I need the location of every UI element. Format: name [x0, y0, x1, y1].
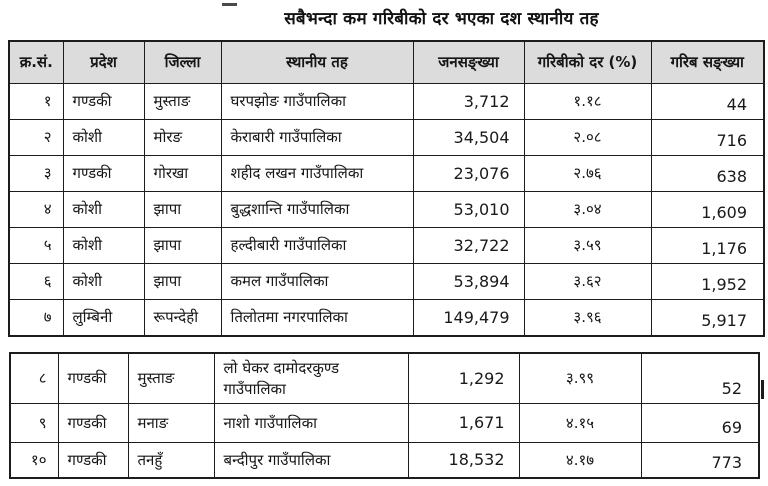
cell-poverty-rate: ३.९६: [524, 300, 651, 337]
cell-poor-count: 716: [651, 120, 764, 156]
table-row: [9, 264, 764, 300]
cell-local-level: नाशो गाउँपालिका: [214, 404, 408, 443]
cell-province: कोशी: [63, 120, 144, 156]
table-row: [9, 84, 764, 120]
cell-population: 32,722: [413, 228, 524, 264]
header-poverty-rate: गरिबीको दर (%): [524, 41, 651, 84]
cell-sn: ५: [9, 228, 63, 264]
cell-poverty-rate: ३.५९: [524, 228, 651, 264]
cell-district: गोरखा: [144, 156, 221, 192]
table-row: [10, 353, 759, 404]
cell-poverty-rate: ४.१५: [519, 404, 641, 443]
cell-province: गण्डकी: [63, 84, 144, 120]
cell-population: 53,010: [413, 192, 524, 228]
cell-population: 1,292: [408, 353, 519, 404]
cell-poor-count: 1,176: [651, 228, 764, 264]
cell-poor-count: 638: [651, 156, 764, 192]
stray-cursor-mark: [761, 380, 764, 399]
cell-district: मुस्ताङ: [128, 353, 214, 404]
poverty-table-continued: [9, 352, 760, 479]
header-poor-count: गरिब सङ्ख्या: [651, 41, 764, 84]
table-row: [10, 443, 759, 479]
cell-population: 53,894: [413, 264, 524, 300]
page-title: सबैभन्दा कम गरिबीको दर भएका दश स्थानीय तह: [284, 9, 599, 29]
cell-district: रूपन्देही: [144, 300, 221, 337]
cell-local-level: केराबारी गाउँपालिका: [221, 120, 413, 156]
cell-local-level: बुद्धशान्ति गाउँपालिका: [221, 192, 413, 228]
cell-sn: ३: [9, 156, 63, 192]
cell-province: गण्डकी: [58, 443, 128, 479]
cell-province: कोशी: [63, 228, 144, 264]
cell-poverty-rate: ४.१७: [519, 443, 641, 479]
cell-sn: ८: [10, 353, 58, 404]
cell-poor-count: 1,609: [651, 192, 764, 228]
table-row: [9, 120, 764, 156]
cell-poverty-rate: ३.०४: [524, 192, 651, 228]
header-population: जनसङ्ख्या: [413, 41, 524, 84]
cell-sn: ६: [9, 264, 63, 300]
cell-population: 23,076: [413, 156, 524, 192]
cell-province: गण्डकी: [58, 404, 128, 443]
cell-local-level: कमल गाउँपालिका: [221, 264, 413, 300]
cell-sn: १०: [10, 443, 58, 479]
header-district: जिल्ला: [144, 41, 221, 84]
cell-poor-count: 773: [641, 443, 759, 479]
poverty-table-main: [8, 40, 765, 337]
cell-local-level: घरपझोङ गाउँपालिका: [221, 84, 413, 120]
table-row: [9, 192, 764, 228]
cell-poor-count: 69: [641, 404, 759, 443]
cell-sn: २: [9, 120, 63, 156]
cell-poor-count: 44: [651, 84, 764, 120]
cell-local-level: बन्दीपुर गाउँपालिका: [214, 443, 408, 479]
header-local-level: स्थानीय तह: [221, 41, 413, 84]
cell-poverty-rate: २.७६: [524, 156, 651, 192]
cell-population: 1,671: [408, 404, 519, 443]
cell-district: मनाङ: [128, 404, 214, 443]
cell-province: लुम्बिनी: [63, 300, 144, 337]
cell-poor-count: 1,952: [651, 264, 764, 300]
cell-local-level: तिलोतमा नगरपालिका: [221, 300, 413, 337]
header-province: प्रदेश: [63, 41, 144, 84]
cell-province: गण्डकी: [63, 156, 144, 192]
cell-province: कोशी: [63, 264, 144, 300]
cell-sn: १: [9, 84, 63, 120]
cell-province: कोशी: [63, 192, 144, 228]
cell-population: 149,479: [413, 300, 524, 337]
cell-sn: ४: [9, 192, 63, 228]
cell-sn: ९: [10, 404, 58, 443]
cell-sn: ७: [9, 300, 63, 337]
cell-poor-count: 52: [641, 353, 759, 404]
cell-district: झापा: [144, 228, 221, 264]
table-row: [9, 300, 764, 337]
table-row: [9, 228, 764, 264]
cell-poverty-rate: २.०८: [524, 120, 651, 156]
cell-population: 18,532: [408, 443, 519, 479]
cell-poverty-rate: ३.६२: [524, 264, 651, 300]
cell-local-level: शहीद लखन गाउँपालिका: [221, 156, 413, 192]
cell-district: तनहुँ: [128, 443, 214, 479]
cell-local-level: हल्दीबारी गाउँपालिका: [221, 228, 413, 264]
cell-district: मुस्ताङ: [144, 84, 221, 120]
cell-poverty-rate: १.१८: [524, 84, 651, 120]
cell-population: 34,504: [413, 120, 524, 156]
header-serial-number: क्र.सं.: [9, 41, 63, 84]
cell-local-level: लो घेकर दामोदरकुण्ड गाउँपालिका: [214, 353, 408, 404]
table-row: [9, 156, 764, 192]
cell-poor-count: 5,917: [651, 300, 764, 337]
cell-district: झापा: [144, 264, 221, 300]
table-row: [10, 404, 759, 443]
cell-population: 3,712: [413, 84, 524, 120]
cell-district: झापा: [144, 192, 221, 228]
cell-province: गण्डकी: [58, 353, 128, 404]
table-header-row: [9, 41, 764, 84]
cell-poverty-rate: ३.९९: [519, 353, 641, 404]
cell-district: मोरङ: [144, 120, 221, 156]
